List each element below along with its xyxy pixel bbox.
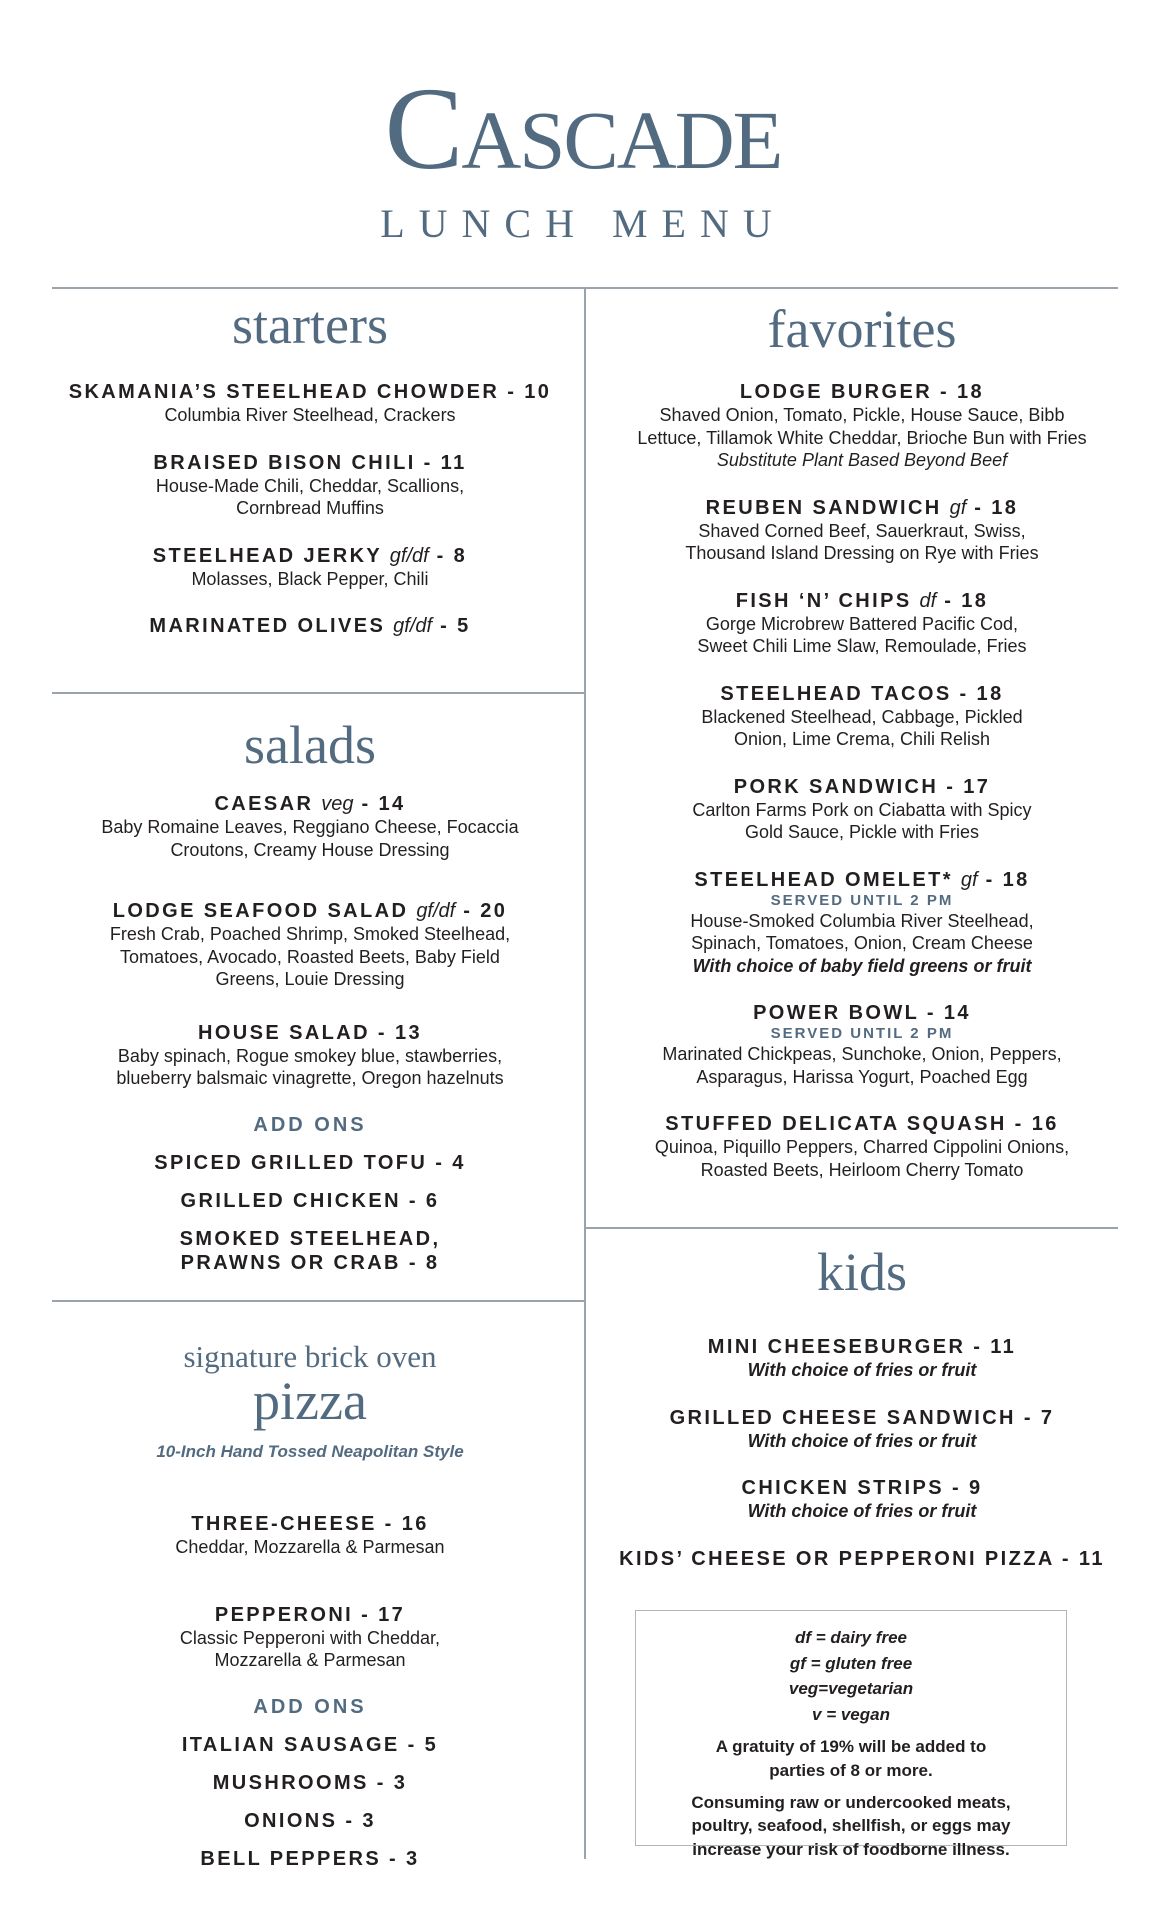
- item-name: STEELHEAD JERKY: [152, 544, 382, 567]
- item-name: STEELHEAD OMELET*: [694, 868, 953, 891]
- item-description: Marinated Chickpeas, Sunchoke, Onion, Peppers, Asparagus, Harissa Yogurt, Poached Egg: [662, 1044, 1062, 1087]
- item-price: - 18: [944, 589, 989, 612]
- item-description: Baby Romaine Leaves, Reggiano Cheese, Focaccia Croutons, Creamy House Dressing: [101, 817, 519, 860]
- restaurant-name: Cascade: [384, 63, 782, 194]
- salads-section: [40, 715, 580, 1289]
- pizza-section: [40, 1340, 580, 1885]
- column-divider: [584, 289, 586, 1859]
- kids-section: [588, 1242, 1136, 1595]
- pizza-tagline: 10-Inch Hand Tossed Neapolitan Style: [156, 1442, 464, 1462]
- item-price: - 14: [361, 793, 406, 815]
- item-price: - 18: [974, 496, 1019, 519]
- starters-salads-divider: [52, 692, 584, 694]
- starters-section: [40, 295, 580, 662]
- menu-item: [588, 496, 1136, 565]
- item-name: CAESAR: [214, 793, 314, 815]
- menu-item: [588, 589, 1136, 658]
- legend-line: v = vegan: [812, 1704, 890, 1724]
- item-name: MINI CHEESEBURGER - 11: [707, 1336, 1017, 1358]
- menu-item: [588, 1547, 1136, 1571]
- item-name: CHICKEN STRIPS - 9: [741, 1477, 983, 1499]
- favorites-section: [588, 299, 1136, 1205]
- menu-item: [588, 1112, 1136, 1181]
- item-name: PEPPERONI - 17: [214, 1603, 406, 1626]
- served-until-badge: SERVED UNTIL 2 PM: [770, 891, 954, 909]
- item-name-line: [588, 496, 1136, 520]
- item-name: SKAMANIA’S STEELHEAD CHOWDER - 10: [68, 381, 552, 403]
- item-price: - 18: [985, 868, 1030, 891]
- addon-item: MUSHROOMS - 3: [212, 1771, 408, 1794]
- item-description: Gorge Microbrew Battered Pacific Cod, Sweet Chili Lime Slaw, Remoulade, Fries: [697, 613, 1027, 656]
- menu-item: [40, 1603, 580, 1672]
- item-description: With choice of fries or fruit: [747, 1360, 977, 1380]
- item-name-line: [588, 868, 1136, 892]
- menu-item: [588, 1001, 1136, 1088]
- item-name: STUFFED DELICATA SQUASH - 16: [665, 1113, 1059, 1135]
- addon-item: ONIONS - 3: [244, 1809, 376, 1832]
- favorites-kids-divider: [586, 1227, 1118, 1229]
- item-price: - 20: [463, 900, 508, 922]
- item-name: REUBEN SANDWICH: [705, 496, 942, 519]
- item-name: GRILLED CHEESE SANDWICH - 7: [669, 1406, 1055, 1429]
- addon-item: BELL PEPPERS - 3: [200, 1847, 420, 1870]
- addon-item: GRILLED CHICKEN - 6: [180, 1189, 440, 1212]
- item-description: Shaved Onion, Tomato, Pickle, House Sauce, Bibb Lettuce, Tillamok White Cheddar, Brioche Bun with Fries: [637, 405, 1087, 448]
- menu-item: [588, 380, 1136, 472]
- menu-item: [588, 682, 1136, 751]
- menu-item: [40, 380, 580, 427]
- menu-item: [588, 1406, 1136, 1453]
- addon-item: ITALIAN SAUSAGE - 5: [181, 1733, 439, 1756]
- menu-item: [40, 899, 580, 991]
- item-note: With choice of baby field greens or fruit: [692, 955, 1032, 976]
- diet-tag: gf/df: [416, 900, 456, 922]
- item-price: - 5: [440, 615, 471, 637]
- item-name: FISH ‘N’ CHIPS: [735, 589, 912, 612]
- section-title-pizza: pizza: [253, 1371, 367, 1432]
- item-name: BRAISED BISON CHILI - 11: [153, 451, 467, 474]
- pizza-pretitle: signature brick oven: [183, 1339, 437, 1374]
- item-name: HOUSE SALAD - 13: [198, 1021, 422, 1044]
- item-name-line: [40, 792, 580, 816]
- legend-line: veg=vegetarian: [788, 1679, 914, 1698]
- item-description: House-Smoked Columbia River Steelhead, Spinach, Tomatoes, Onion, Cream Cheese: [690, 910, 1034, 953]
- menu-item: [588, 775, 1136, 844]
- item-name: LODGE BURGER - 18: [739, 381, 985, 403]
- item-name: THREE-CHEESE - 16: [191, 1513, 429, 1536]
- food-safety-warning: Consuming raw or undercooked meats, poultry, seafood, shellfish, or eggs may increase your risk of foodborne illness.: [691, 1792, 1011, 1860]
- menu-item: [40, 792, 580, 861]
- section-title-salads: salads: [244, 715, 376, 775]
- item-description: Quinoa, Piquillo Peppers, Charred Cippolini Onions, Roasted Beets, Heirloom Cherry Tomato: [654, 1137, 1070, 1180]
- menu-item: [40, 1021, 580, 1090]
- diet-tag: gf: [960, 868, 978, 891]
- item-name: STEELHEAD TACOS - 18: [720, 682, 1004, 705]
- menu-item: [40, 614, 580, 638]
- item-price: - 8: [436, 544, 468, 567]
- item-name: KIDS’ CHEESE OR PEPPERONI PIZZA - 11: [619, 1547, 1105, 1570]
- menu-item: [40, 544, 580, 591]
- addon-item: SPICED GRILLED TOFU - 4: [154, 1151, 466, 1174]
- section-title-kids: kids: [816, 1242, 908, 1302]
- item-name: POWER BOWL - 14: [753, 1002, 971, 1024]
- item-name-line: [40, 899, 580, 923]
- item-description: Classic Pepperoni with Cheddar, Mozzarella & Parmesan: [179, 1627, 441, 1671]
- item-name: LODGE SEAFOOD SALAD: [112, 900, 409, 922]
- item-description: Baby spinach, Rogue smokey blue, stawberries, blueberry balsmaic vinagrette, Oregon hazelnuts: [116, 1045, 504, 1088]
- addons-heading: ADD ONS: [253, 1113, 367, 1136]
- menu-header: [0, 63, 1166, 247]
- diet-tag: gf/df: [389, 544, 429, 567]
- addon-item: SMOKED STEELHEAD, PRAWNS OR CRAB - 8: [179, 1227, 441, 1274]
- diet-tag: gf: [949, 496, 967, 519]
- item-name-line: [588, 589, 1136, 613]
- served-until-badge: SERVED UNTIL 2 PM: [770, 1025, 954, 1042]
- addons-heading: ADD ONS: [253, 1695, 367, 1718]
- legend-line: gf = gluten free: [789, 1653, 913, 1673]
- section-title-favorites: favorites: [767, 299, 957, 359]
- menu-item: [588, 1335, 1136, 1382]
- menu-item: [40, 451, 580, 520]
- menu-item: [588, 868, 1136, 978]
- diet-tag: veg: [321, 793, 354, 815]
- item-description: Cheddar, Mozzarella & Parmesan: [175, 1537, 445, 1558]
- item-name-line: [40, 544, 580, 568]
- item-name: PORK SANDWICH - 17: [733, 775, 991, 798]
- item-description: Shaved Corned Beef, Sauerkraut, Swiss, Thousand Island Dressing on Rye with Fries: [685, 520, 1039, 563]
- item-description: Fresh Crab, Poached Shrimp, Smoked Steelhead, Tomatoes, Avocado, Roasted Beets, Baby Field Greens, Louie Dressing: [109, 924, 511, 989]
- item-name: MARINATED OLIVES: [149, 615, 386, 637]
- item-note: Substitute Plant Based Beyond Beef: [716, 450, 1008, 470]
- item-description: With choice of fries or fruit: [747, 1430, 977, 1451]
- salads-pizza-divider: [52, 1300, 584, 1302]
- legend-line: df = dairy free: [795, 1628, 907, 1647]
- item-description: Carlton Farms Pork on Ciabatta with Spicy Gold Sauce, Pickle with Fries: [692, 799, 1032, 842]
- item-description: With choice of fries or fruit: [747, 1501, 977, 1521]
- item-description: House-Made Chili, Cheddar, Scallions, Cornbread Muffins: [155, 475, 465, 518]
- item-description: Molasses, Black Pepper, Chili: [191, 568, 429, 589]
- menu-item: [40, 1512, 580, 1559]
- menu-subtitle: LUNCH MENU: [380, 201, 786, 246]
- diet-tag: df: [919, 589, 937, 612]
- item-description: Columbia River Steelhead, Crackers: [164, 405, 456, 425]
- diet-tag: gf/df: [393, 615, 433, 637]
- item-name-line: [40, 614, 580, 638]
- gratuity-note: A gratuity of 19% will be added to parties of 8 or more.: [715, 1737, 987, 1780]
- item-description: Blackened Steelhead, Cabbage, Pickled Onion, Lime Crema, Chili Relish: [701, 706, 1023, 749]
- legend-box: [635, 1610, 1067, 1860]
- section-title-starters: starters: [232, 295, 388, 355]
- menu-item: [588, 1476, 1136, 1523]
